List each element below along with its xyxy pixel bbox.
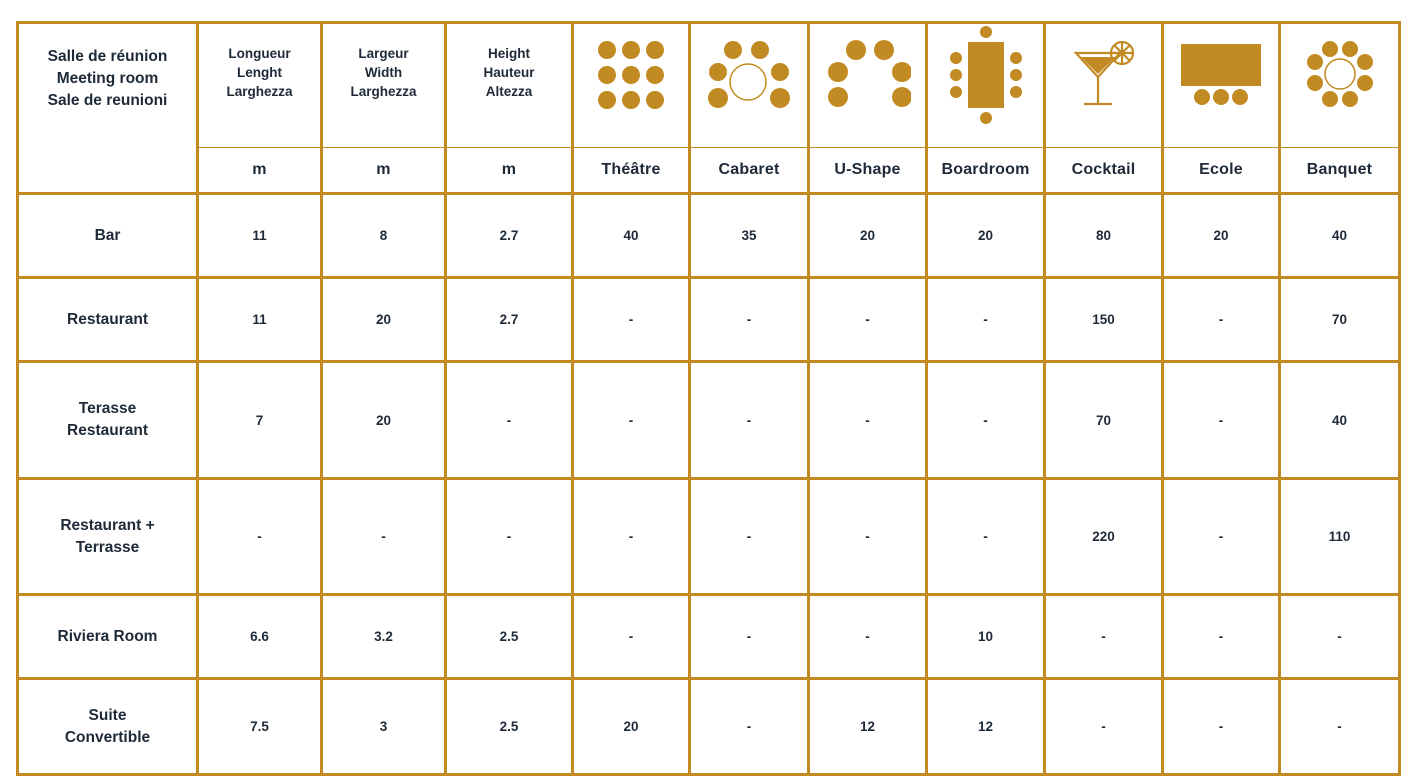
height-value: 2.5 — [446, 679, 573, 775]
cabaret-value: - — [690, 362, 809, 479]
theatre-value: - — [573, 362, 690, 479]
boardroom-value: 20 — [927, 194, 1045, 278]
theatre-value: 20 — [573, 679, 690, 775]
cabaret-value: - — [690, 679, 809, 775]
cocktail-value: 80 — [1045, 194, 1163, 278]
width-value: 20 — [322, 278, 446, 362]
banquet-value: - — [1280, 595, 1400, 679]
banquet-layout-icon — [1307, 41, 1373, 109]
length-value: 6.6 — [198, 595, 322, 679]
boardroom-layout-icon — [948, 26, 1024, 124]
theatre-value: 40 — [573, 194, 690, 278]
boardroom-value: - — [927, 479, 1045, 595]
table-row — [18, 362, 1400, 479]
length-value: 11 — [198, 194, 322, 278]
width-unit: m — [323, 147, 444, 192]
cabaret-value: - — [690, 479, 809, 595]
theatre-value: - — [573, 479, 690, 595]
boardroom-value: 10 — [927, 595, 1045, 679]
cocktail-label: Cocktail — [1046, 147, 1161, 192]
room-name: Riviera Room — [57, 627, 158, 645]
height-label-fr: Hauteur — [483, 65, 535, 80]
banquet-value: 40 — [1280, 194, 1400, 278]
u-shape-label: U-Shape — [810, 147, 925, 192]
boardroom-label: Boardroom — [928, 147, 1043, 192]
height-unit: m — [447, 147, 571, 192]
height-value: - — [446, 479, 573, 595]
cocktail-value: 150 — [1045, 278, 1163, 362]
cocktail-glass-icon — [1072, 41, 1136, 109]
length-unit: m — [199, 147, 320, 192]
room-name-line-1: Restaurant + — [60, 516, 155, 534]
room-name: Bar — [94, 226, 121, 244]
ecole-value: - — [1163, 362, 1280, 479]
width-value: 3.2 — [322, 595, 446, 679]
ecole-value: 20 — [1163, 194, 1280, 278]
room-name-line-1: Terasse — [78, 400, 137, 417]
height-label-it: Altezza — [485, 84, 533, 99]
table-row — [18, 479, 1400, 595]
width-value: - — [322, 479, 446, 595]
height-value: 2.7 — [446, 278, 573, 362]
ecole-value: - — [1163, 595, 1280, 679]
u-shape-header-cell — [809, 23, 927, 194]
width-label-fr: Largeur — [358, 46, 409, 61]
width-label-en: Width — [364, 65, 403, 80]
width-label-it: Larghezza — [350, 84, 417, 99]
banquet-value: 40 — [1280, 362, 1400, 479]
room-name-cell — [18, 595, 198, 679]
room-name-cell — [18, 362, 198, 479]
length-value: 7 — [198, 362, 322, 479]
header-row — [18, 23, 1400, 194]
height-value: 2.5 — [446, 595, 573, 679]
length-value: 7.5 — [198, 679, 322, 775]
cocktail-value: 220 — [1045, 479, 1163, 595]
boardroom-value: - — [927, 362, 1045, 479]
cabaret-layout-icon — [706, 40, 792, 110]
height-label-en: Height — [487, 46, 530, 61]
ecole-header-cell — [1163, 23, 1280, 194]
width-value: 8 — [322, 194, 446, 278]
cabaret-label: Cabaret — [691, 147, 807, 192]
banquet-value: - — [1280, 679, 1400, 775]
width-value: 3 — [322, 679, 446, 775]
length-value: 11 — [198, 278, 322, 362]
table-row — [18, 194, 1400, 278]
u-shape-value: 20 — [809, 194, 927, 278]
banquet-value: 70 — [1280, 278, 1400, 362]
ecole-value: - — [1163, 278, 1280, 362]
u-shape-value: - — [809, 479, 927, 595]
u-shape-value: - — [809, 595, 927, 679]
ecole-value: - — [1163, 479, 1280, 595]
room-name-line-2: Convertible — [64, 728, 151, 746]
banquet-value: 110 — [1280, 479, 1400, 595]
meeting-room-header-cell — [18, 23, 198, 194]
cabaret-header-cell — [690, 23, 809, 194]
room-name-cell — [18, 679, 198, 775]
width-value: 20 — [322, 362, 446, 479]
u-shape-value: - — [809, 278, 927, 362]
u-shape-value: - — [809, 362, 927, 479]
corner-label-fr: Salle de réunion — [47, 48, 168, 65]
theatre-header-cell — [573, 23, 690, 194]
banquet-header-cell — [1280, 23, 1400, 194]
table-row — [18, 595, 1400, 679]
theatre-layout-icon — [595, 40, 667, 110]
classroom-layout-icon — [1181, 44, 1261, 106]
width-header-cell — [322, 23, 446, 194]
cocktail-value: - — [1045, 679, 1163, 775]
room-name-line-1: Suite — [88, 706, 127, 724]
theatre-value: - — [573, 595, 690, 679]
banquet-label: Banquet — [1281, 147, 1398, 192]
meeting-room-capacity-table — [16, 21, 1401, 776]
u-shape-layout-icon — [825, 40, 911, 110]
cabaret-value: - — [690, 278, 809, 362]
boardroom-value: 12 — [927, 679, 1045, 775]
length-value: - — [198, 479, 322, 595]
cocktail-value: 70 — [1045, 362, 1163, 479]
height-value: 2.7 — [446, 194, 573, 278]
room-name-line-2: Restaurant — [67, 422, 148, 439]
corner-label-it: Sale de reunioni — [47, 92, 168, 109]
room-name: Restaurant — [67, 310, 148, 328]
ecole-value: - — [1163, 679, 1280, 775]
cabaret-value: - — [690, 595, 809, 679]
corner-label-en: Meeting room — [56, 70, 159, 87]
boardroom-header-cell — [927, 23, 1045, 194]
length-label-fr: Longueur — [228, 46, 291, 61]
cocktail-value: - — [1045, 595, 1163, 679]
theatre-label: Théâtre — [574, 147, 688, 192]
height-header-cell — [446, 23, 573, 194]
boardroom-value: - — [927, 278, 1045, 362]
u-shape-value: 12 — [809, 679, 927, 775]
ecole-label: Ecole — [1164, 147, 1278, 192]
cocktail-header-cell — [1045, 23, 1163, 194]
room-name-cell — [18, 194, 198, 278]
length-header-cell — [198, 23, 322, 194]
theatre-value: - — [573, 278, 690, 362]
room-name-cell — [18, 278, 198, 362]
length-label-it: Larghezza — [226, 84, 293, 99]
length-label-en: Lenght — [237, 65, 282, 80]
cabaret-value: 35 — [690, 194, 809, 278]
table-row — [18, 679, 1400, 775]
room-name-line-2: Terrasse — [75, 538, 140, 556]
room-name-cell — [18, 479, 198, 595]
table-row — [18, 278, 1400, 362]
height-value: - — [446, 362, 573, 479]
